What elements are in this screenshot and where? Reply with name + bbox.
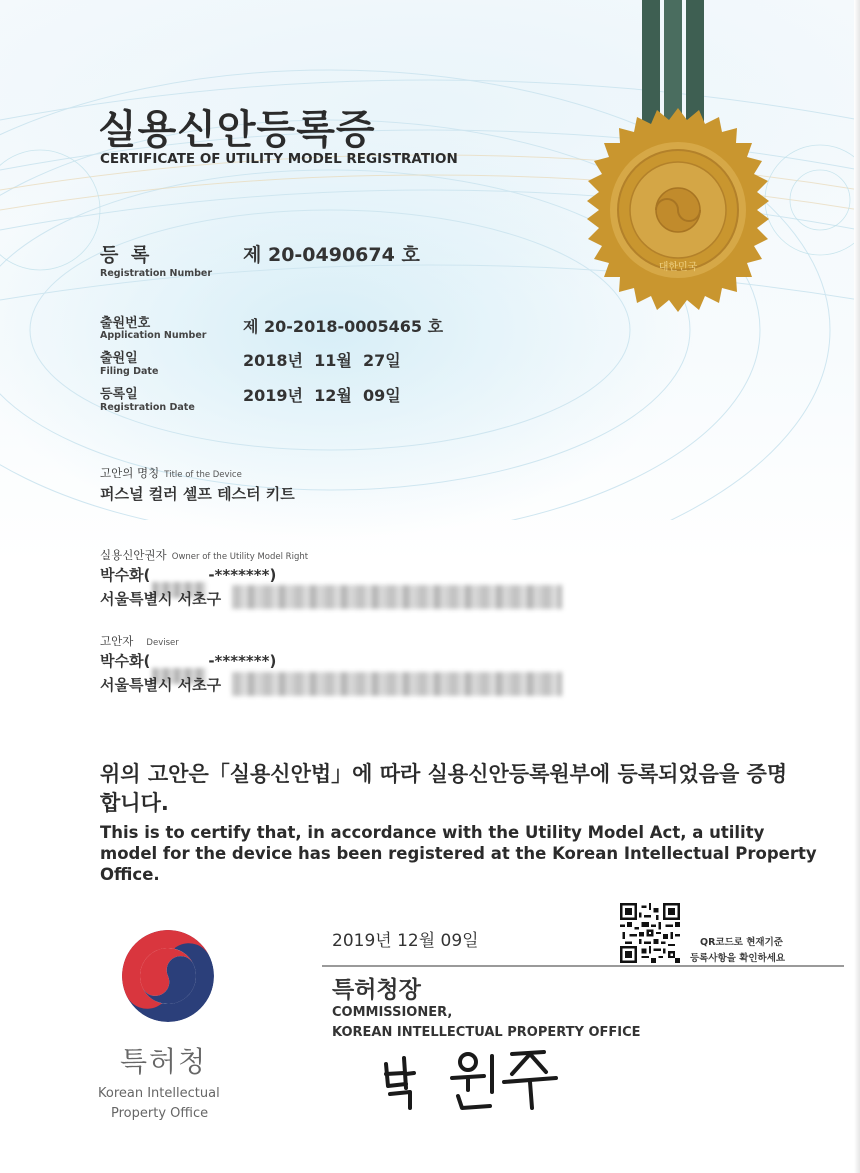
commissioner-title-ko: 특허청장 [332,977,421,1003]
device-label-en: Title of the Device [164,470,242,480]
certification-text-ko: 위의 고안은「실용신안법」에 따라 실용신안등록원부에 등록되었음을 증명합니다. [100,762,788,815]
deviser-label [100,630,179,649]
seal-text: 대한민국 [658,262,698,273]
issue-date: 2019년 12월 09일 [332,931,479,951]
kipo-logo-icon [118,926,218,1026]
deviser-name-prefix: 박수화( [100,652,151,670]
qr-note-line1: QR코드로 현재기준 [700,937,783,948]
filing-label-ko: 출원일 [100,351,138,366]
registration-date-label-en: Registration Date [100,402,195,413]
qr-code-icon[interactable] [620,903,680,963]
owner-name-suffix: -*******) [208,566,277,584]
kipo-name-en-line1: Korean Intellectual [98,1086,220,1101]
qr-note [690,935,785,967]
owner-name-prefix: 박수화( [100,566,151,584]
title-korean: 실용신안등록증 [98,107,376,153]
commissioner-signature [380,1042,560,1112]
owner-address-redacted [232,585,562,609]
application-label-en: Application Number [100,330,207,341]
certification-text-en: This is to certify that, in accordance with the Utility Model Act, a utility model for the device has been registered at the Korean Intellectual Property Office. [100,823,817,884]
owner-label [100,544,308,563]
gold-seal-icon [572,0,784,312]
filing-label-en: Filing Date [100,366,159,377]
filing-date: 2018년 11월 27일 [243,351,401,370]
owner-name [100,564,276,585]
device-label-ko: 고안의 명칭 [100,466,160,480]
commissioner-title-en-line2: KOREAN INTELLECTUAL PROPERTY OFFICE [332,1025,641,1040]
title-english: CERTIFICATE OF UTILITY MODEL REGISTRATION [100,151,458,167]
registration-label-en: Registration Number [100,268,213,279]
deviser-name-suffix: -*******) [208,652,277,670]
registration-date-label-ko: 등록일 [100,387,138,402]
device-label [100,462,242,481]
qr-note-line2: 등록사항을 확인하세요 [690,953,786,964]
deviser-address: 서울특별시 서초구 [100,676,222,694]
application-number: 제 20-2018-0005465 호 [243,317,444,336]
kipo-name-ko: 특허청 [120,1045,208,1078]
owner-address: 서울특별시 서초구 [100,590,222,608]
owner-label-ko: 실용신안권자 [100,548,167,562]
deviser-label-en: Deviser [146,638,179,648]
page-edge-shadow [854,0,860,1173]
registration-date: 2019년 12월 09일 [243,386,401,405]
deviser-name [100,650,276,671]
kipo-name-en-line2: Property Office [111,1106,209,1121]
owner-label-en: Owner of the Utility Model Right [171,552,309,562]
registration-label-ko: 등 록 [100,244,153,266]
commissioner-title-en-line1: COMMISSIONER, [332,1005,453,1020]
application-label-ko: 출원번호 [100,316,151,331]
registration-number: 제 20-0490674 호 [243,244,420,266]
deviser-address-redacted [232,672,562,696]
device-title: 퍼스널 컬러 셀프 테스터 키트 [100,485,295,503]
deviser-label-ko: 고안자 [100,634,134,648]
